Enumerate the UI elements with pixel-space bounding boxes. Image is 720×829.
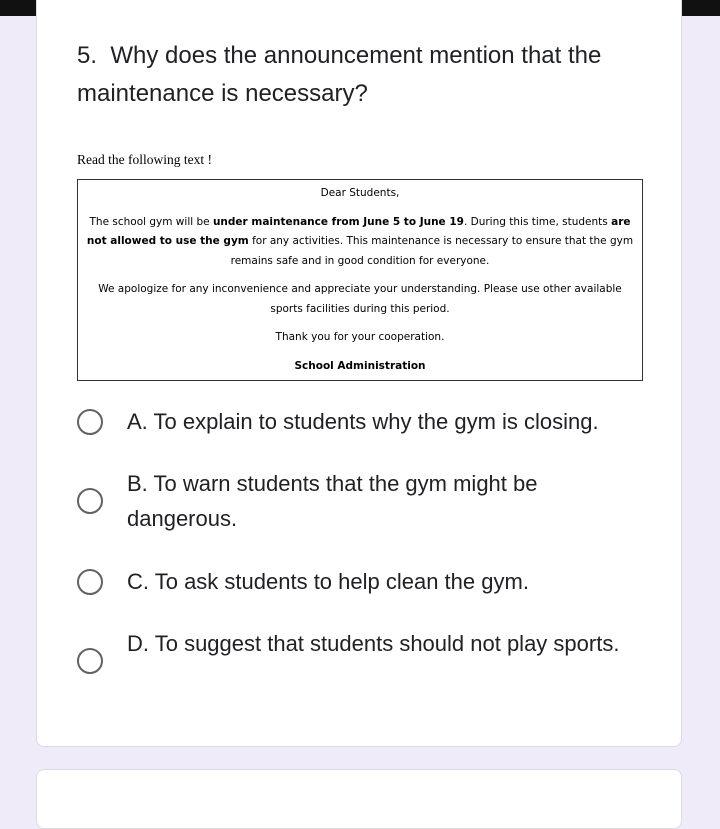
passage-text: . During this time, students	[463, 215, 612, 228]
radio-button[interactable]	[77, 488, 103, 514]
passage-bold-text: under maintenance from June 5 to June 19	[212, 215, 464, 228]
radio-button[interactable]	[77, 648, 103, 674]
signature-text: School Administration	[294, 359, 426, 372]
option-b[interactable]	[77, 466, 657, 538]
option-label: C. To ask students to help clean the gym.	[127, 569, 529, 594]
passage-bold-text: are not allowed to use the gym	[86, 215, 631, 247]
instruction-text: Read the following text !	[77, 152, 212, 167]
passage-paragraph-1	[86, 213, 634, 272]
next-question-card	[36, 769, 682, 829]
question-title	[77, 37, 657, 113]
passage-paragraph-3: Thank you for your cooperation.	[275, 331, 445, 343]
radio-button[interactable]	[77, 569, 103, 595]
option-label: A. To explain to students why the gym is closing.	[127, 409, 599, 434]
question-number: 5.	[77, 42, 98, 69]
radio-button[interactable]	[77, 409, 103, 435]
option-c[interactable]	[77, 564, 657, 604]
passage-text: The school gym will be	[89, 215, 213, 228]
passage-signature	[86, 357, 634, 377]
option-label: D. To suggest that students should not play sports.	[127, 631, 620, 656]
question-card	[36, 0, 682, 747]
announcement-passage	[77, 179, 643, 381]
option-d[interactable]	[77, 626, 657, 698]
passage-paragraph-2: We apologize for any inconvenience and appreciate your understanding. Please use other available sports facilities during this period.	[98, 283, 622, 315]
option-a[interactable]	[77, 404, 657, 444]
question-text: Why does the announcement mention that the maintenance is necessary?	[77, 42, 602, 107]
passage-greeting: Dear Students,	[320, 187, 400, 199]
option-label: B. To warn students that the gym might be dangerous.	[127, 471, 538, 531]
passage-text: for any activities. This maintenance is necessary to ensure that the gym remains safe and in good condition for everyone.	[230, 235, 634, 267]
